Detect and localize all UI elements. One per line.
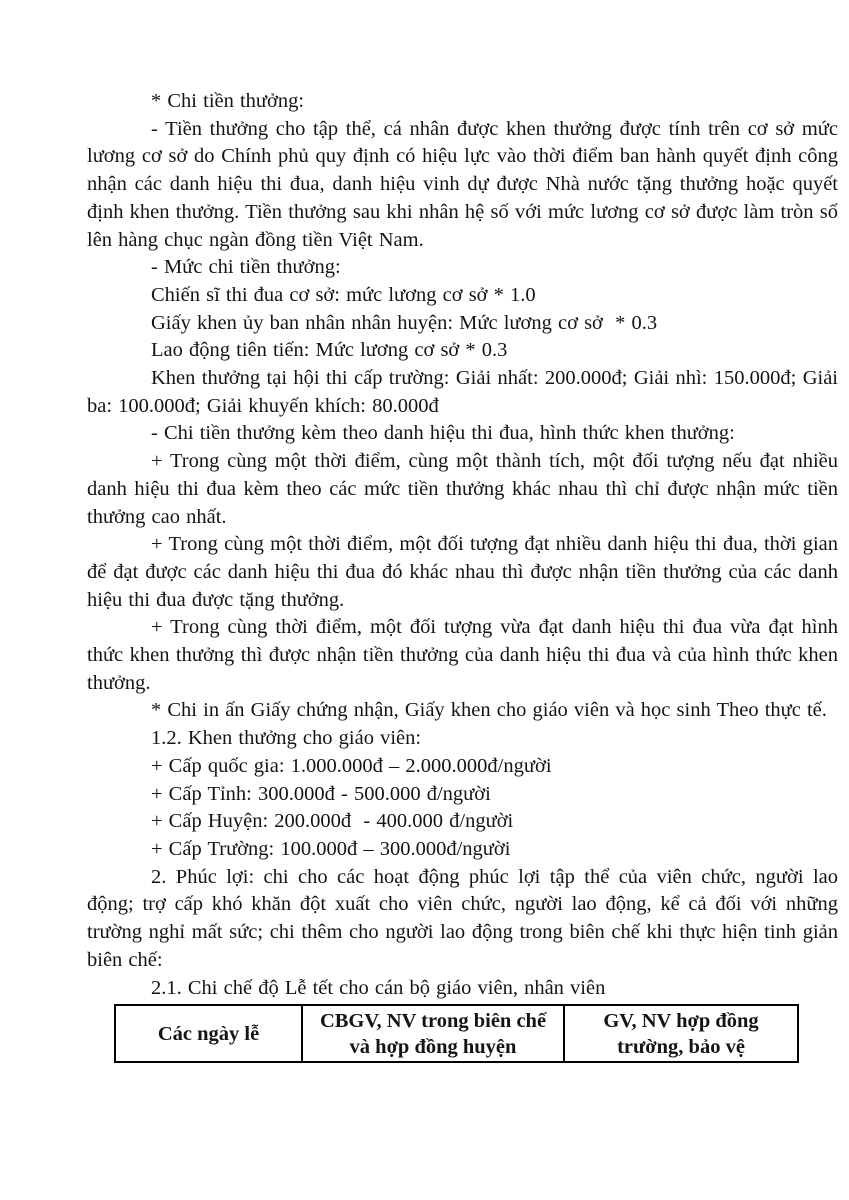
paragraph-giay-khen-huyen: Giấy khen ủy ban nhân nhân huyện: Mức lương cơ sở * 0.3 <box>151 311 658 334</box>
document-text-block <box>87 88 838 1063</box>
paragraph-lao-dong-tien-tien: Lao động tiên tiến: Mức lương cơ sở * 0.3 <box>151 339 508 362</box>
paragraph-cung-thoi-diem-nhieu-danh-hieu: + Trong cùng một thời điểm, một đối tượng đạt nhiều danh hiệu thi đua, thời gian để đạt được các danh hiệu thi đua đó khác nhau thì được nhận tiền thưởng của các danh hiệu thi đua được tặng thưởng. <box>87 533 838 611</box>
paragraph-tien-thuong-tap-the: - Tiền thưởng cho tập thể, cá nhân được khen thưởng được tính trên cơ sở mức lương cơ sở do Chính phủ quy định có hiệu lực vào thời điểm ban hành quyết định công nhận các danh hiệu thi đua, danh hiệu vinh dự được Nhà nước tặng thưởng hoặc quyết định khen thưởng. Tiền thưởng sau khi nhân hệ số với mức lương cơ sở được làm tròn số lên hàng chục ngàn đồng tiền Việt Nam. <box>87 117 838 251</box>
paragraph-chi-che-do-le-tet-heading: 2.1. Chi chế độ Lễ tết cho cán bộ giáo viên, nhân viên <box>151 976 606 999</box>
paragraph-khen-thuong-hoi-thi: Khen thưởng tại hội thi cấp trường: Giải nhất: 200.000đ; Giải nhì: 150.000đ; Giải ba: 100.000đ; Giải khuyến khích: 80.000đ <box>87 367 838 417</box>
paragraph-chien-si-thi-dua: Chiến sĩ thi đua cơ sở: mức lương cơ sở * 1.0 <box>151 283 536 306</box>
holiday-allowance-table <box>114 1004 799 1063</box>
table-header-row <box>115 1005 798 1062</box>
paragraph-khen-thuong-giao-vien-heading: 1.2. Khen thưởng cho giáo viên: <box>151 727 422 750</box>
paragraph-cap-huyen: + Cấp Huyện: 200.000đ - 400.000 đ/người <box>151 810 514 833</box>
paragraph-chi-tien-thuong-kem-theo: - Chi tiền thưởng kèm theo danh hiệu thi đua, hình thức khen thưởng: <box>151 422 735 445</box>
table-header-cac-ngay-le: Các ngày lễ <box>115 1005 302 1062</box>
paragraph-cap-quoc-gia: + Cấp quốc gia: 1.000.000đ – 2.000.000đ/người <box>151 754 552 777</box>
table-header-gv-hop-dong: GV, NV hợp đồng trường, bảo vệ <box>564 1005 798 1062</box>
paragraph-chi-in-an-giay-chung-nhan: * Chi in ấn Giấy chứng nhận, Giấy khen cho giáo viên và học sinh Theo thực tế. <box>151 699 827 722</box>
paragraph-vua-danh-hieu-vua-khen-thuong: + Trong cùng thời điểm, một đối tượng vừa đạt danh hiệu thi đua vừa đạt hình thức khen thưởng thì được nhận tiền thưởng của danh hiệu thi đua và của hình thức khen thưởng. <box>87 616 838 694</box>
paragraph-cap-truong: + Cấp Trường: 100.000đ – 300.000đ/người <box>151 837 511 860</box>
paragraph-muc-chi-heading: - Mức chi tiền thưởng: <box>151 256 341 279</box>
paragraph-chi-tien-thuong-heading: * Chi tiền thưởng: <box>151 90 305 112</box>
table-header-cbgv-bien-che: CBGV, NV trong biên chế và hợp đồng huyện <box>302 1005 564 1062</box>
paragraph-phuc-loi: 2. Phúc lợi: chi cho các hoạt động phúc lợi tập thể của viên chức, người lao động; trợ cấp khó khăn đột xuất cho viên chức, người lao động, kể cả đối với những trường nghỉ mất sức; chi thêm cho người lao động trong biên chế khi thực hiện tinh giản biên chế: <box>87 865 838 971</box>
paragraph-cap-tinh: + Cấp Tỉnh: 300.000đ - 500.000 đ/người <box>151 782 491 805</box>
paragraph-cung-thoi-diem-thanh-tich: + Trong cùng một thời điểm, cùng một thành tích, một đối tượng nếu đạt nhiều danh hiệu thi đua kèm theo các mức tiền thưởng khác nhau thì chỉ được nhận mức tiền thưởng cao nhất. <box>87 450 838 528</box>
